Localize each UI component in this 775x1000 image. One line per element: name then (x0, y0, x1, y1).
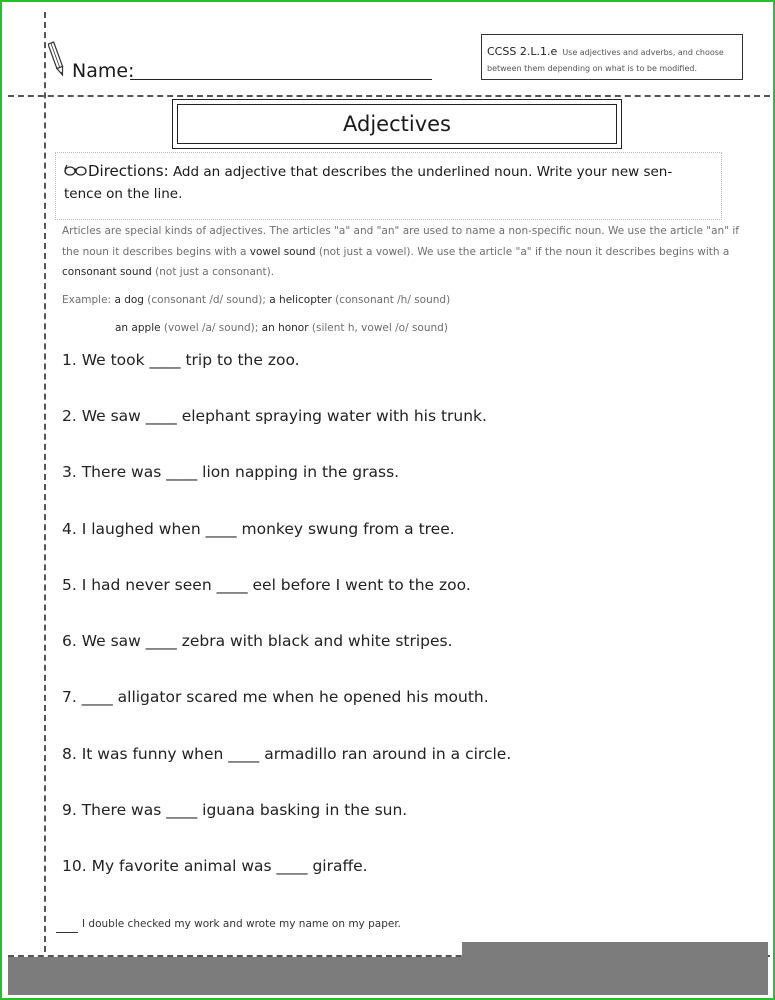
consonant-sound-term: consonant sound (62, 266, 152, 278)
question-1: 1. We took ____ trip to the zoo. (62, 351, 300, 369)
example-a-helicopter: a helicopter (269, 294, 332, 306)
example-line-2 (115, 318, 448, 338)
question-9: 9. There was ____ iguana basking in the sun. (62, 801, 408, 819)
example-an-apple: an apple (115, 322, 161, 334)
name-field[interactable] (130, 79, 432, 80)
example-a-helicopter-note: (consonant /h/ sound) (331, 294, 451, 306)
question-6: 6. We saw ____ zebra with black and white stripes. (62, 632, 453, 650)
question-4: 4. I laughed when ____ monkey swung from a tree. (62, 520, 455, 538)
standard-code: CCSS 2.L.1.e (487, 45, 558, 58)
pencil-icon (48, 40, 66, 80)
cut-line-vertical (44, 12, 46, 952)
example-an-honor: an honor (261, 322, 309, 334)
question-2: 2. We saw ____ elephant spraying water with his trunk. (62, 407, 487, 425)
explanation-line-2a: the noun it describes begins with a (62, 246, 250, 258)
vowel-sound-term: vowel sound (249, 246, 316, 258)
standard-text-2: between them depending on what is to be modified. (487, 64, 697, 73)
explanation-line-2b: (not just a vowel). We use the article "a" if the noun it describes begins with a (315, 246, 730, 258)
explanation-line-3 (62, 262, 274, 282)
example-label: Example: (62, 294, 115, 306)
example-line-1 (62, 290, 450, 310)
checklist-blank[interactable] (56, 932, 78, 933)
directions-box (55, 152, 722, 220)
explanation-line-3b: (not just a consonant). (151, 266, 275, 278)
example-an-honor-note: (silent h, vowel /o/ sound) (308, 322, 448, 334)
question-8: 8. It was funny when ____ armadillo ran around in a circle. (62, 745, 512, 763)
cut-line-top (8, 95, 770, 97)
title-box (172, 99, 622, 149)
glasses-icon (64, 164, 88, 176)
name-label: Name: (72, 60, 135, 82)
standard-box (481, 34, 743, 80)
checklist-text: I double checked my work and wrote my name on my paper. (82, 918, 402, 930)
question-10: 10. My favorite animal was ____ giraffe. (62, 857, 368, 875)
question-3: 3. There was ____ lion napping in the grass. (62, 463, 400, 481)
question-7: 7. ____ alligator scared me when he opened his mouth. (62, 688, 489, 706)
directions-text-2: tence on the line. (64, 186, 183, 202)
page-title: Adjectives (177, 104, 617, 144)
scan-shadow-notch (462, 942, 768, 958)
directions-label: Directions: (88, 162, 169, 180)
example-a-dog-note: (consonant /d/ sound); (143, 294, 270, 306)
explanation-line-2 (62, 242, 729, 262)
standard-text-1: Use adjectives and adverbs, and choose (562, 48, 724, 57)
scan-shadow-strip (8, 957, 768, 995)
example-an-apple-note: (vowel /a/ sound); (160, 322, 262, 334)
question-5: 5. I had never seen ____ eel before I went to the zoo. (62, 576, 471, 594)
directions-text-1: Add an adjective that describes the underlined noun. Write your new sen- (172, 164, 673, 180)
example-a-dog: a dog (114, 294, 144, 306)
explanation-line-1: Articles are special kinds of adjectives. The articles "a" and "an" are used to name a non-specific noun. We use the article "an" if (62, 225, 739, 237)
